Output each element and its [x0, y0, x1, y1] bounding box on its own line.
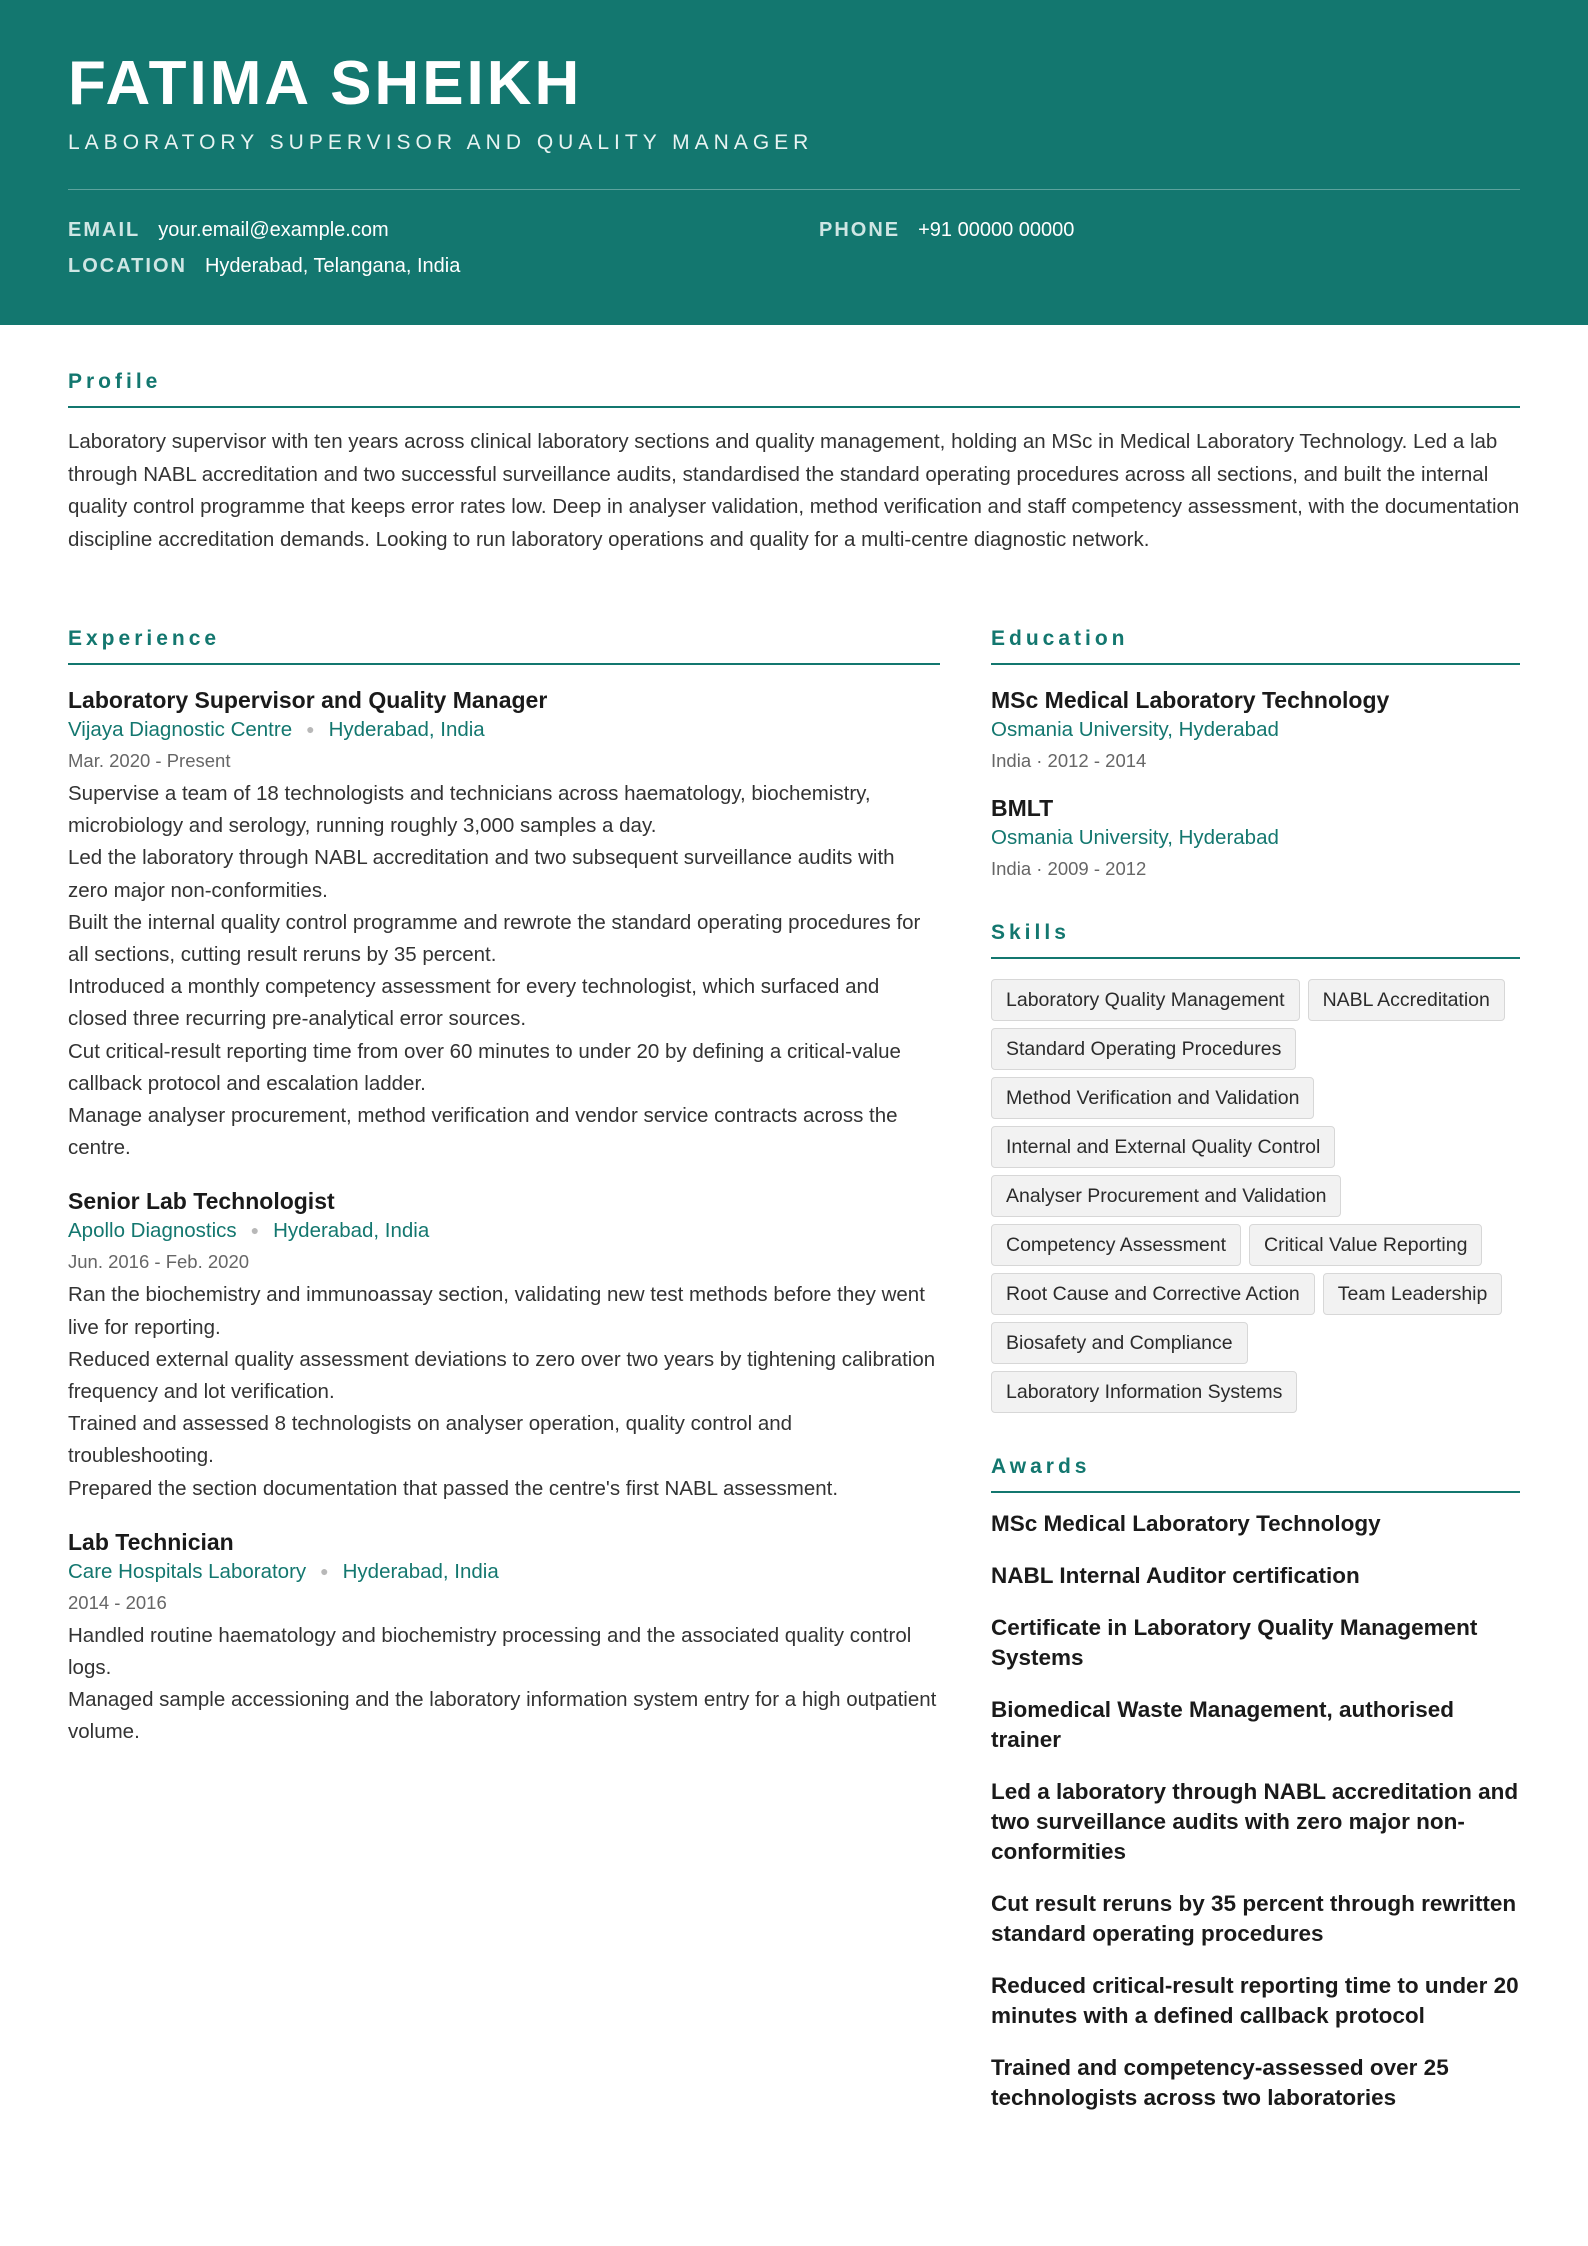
experience-heading: Experience — [68, 627, 940, 665]
candidate-name: FATIMA SHEIKH — [68, 49, 583, 118]
contact-email — [68, 217, 389, 243]
job-bullet: Managed sample accessioning and the laboratory information system entry for a high outpatient volume. — [68, 1688, 937, 1744]
skill-chip: Standard Operating Procedures — [991, 1028, 1296, 1070]
job-bullet: Cut critical-result reporting time from over 60 minutes to under 20 by defining a critical-value callback protocol and escalation ladder. — [68, 1039, 901, 1095]
education-entry — [991, 793, 1520, 885]
job-bullet: Reduced external quality assessment deviations to zero over two years by tightening calibration frequency and lot verification. — [68, 1347, 936, 1404]
award-item: NABL Internal Auditor certification — [991, 1563, 1360, 1588]
phone-value[interactable]: +91 00000 00000 — [918, 219, 1075, 241]
job-org — [68, 1216, 940, 1247]
email-value[interactable]: your.email@example.com — [158, 219, 389, 241]
separator-dot-icon: ● — [306, 721, 315, 737]
edu-school: Osmania University, Hyderabad — [991, 718, 1279, 741]
award-item: Led a laboratory through NABL accreditation and two surveillance audits with zero major non-conformities — [991, 1779, 1519, 1864]
job-location: Hyderabad, India — [273, 1219, 430, 1243]
profile-heading: Profile — [68, 370, 1520, 408]
skill-chip: Team Leadership — [1323, 1273, 1503, 1315]
location-label: LOCATION — [68, 255, 187, 277]
skill-chip: Competency Assessment — [991, 1224, 1241, 1266]
job-role: Senior Lab Technologist — [68, 1188, 335, 1215]
job-role: Laboratory Supervisor and Quality Manager — [68, 687, 548, 713]
job-company: Apollo Diagnostics — [68, 1219, 237, 1243]
sidebar-column — [991, 627, 1520, 2135]
separator-dot-icon: ● — [320, 1562, 329, 1579]
edu-degree: MSc Medical Laboratory Technology — [991, 687, 1390, 713]
header-divider — [68, 189, 1520, 190]
contact-phone — [819, 217, 1074, 243]
award-item: Biomedical Waste Management, authorised trainer — [991, 1697, 1455, 1752]
job-bullet: Led the laboratory through NABL accreditation and two subsequent surveillance audits with zero major non-conformities. — [68, 846, 895, 902]
job-company: Vijaya Diagnostic Centre — [68, 718, 293, 741]
contact-location — [68, 253, 460, 279]
award-item: Reduced critical-result reporting time to under 20 minutes with a defined callback protocol — [991, 1973, 1519, 2028]
job-org — [68, 1557, 940, 1588]
skill-chip: Laboratory Quality Management — [991, 979, 1300, 1021]
job-entry — [68, 1527, 940, 1749]
job-dates: Mar. 2020 - Present — [68, 750, 231, 771]
job-bullets — [68, 1279, 940, 1504]
award-item: Certificate in Laboratory Quality Management Systems — [991, 1615, 1478, 1670]
edu-degree: BMLT — [991, 795, 1054, 821]
education-heading: Education — [991, 627, 1520, 665]
awards-list — [991, 1509, 1520, 2113]
profile-summary: Laboratory supervisor with ten years across clinical laboratory sections and quality management, holding an MSc in Medical Laboratory Technology. Led a lab through NABL accreditation and two successful surveillance audits, standardised the standard operating procedures across all sections, and built the internal quality control programme that keeps error rates low. Deep in analyser validation, method verification and staff competency assessment, with the documentation discipline accreditation demands. Looking to run laboratory operations and quality for a multi-centre diagnostic network. — [68, 430, 1520, 551]
job-company: Care Hospitals Laboratory — [68, 1559, 307, 1583]
profile-section — [68, 370, 1520, 556]
email-label: EMAIL — [68, 219, 141, 241]
job-bullet: Supervise a team of 18 technologists and technicians across haematology, biochemistry, microbiology and serology, running roughly 3,000 samples a day. — [68, 782, 871, 838]
job-bullet: Manage analyser procurement, method verification and vendor service contracts across the centre. — [68, 1104, 898, 1160]
awards-heading: Awards — [991, 1455, 1520, 1493]
edu-meta: India · 2009 - 2012 — [991, 858, 1147, 879]
job-bullet: Trained and assessed 8 technologists on analyser operation, quality control and troubleshooting. — [68, 1412, 793, 1468]
job-dates: Jun. 2016 - Feb. 2020 — [68, 1251, 250, 1273]
candidate-title: LABORATORY SUPERVISOR AND QUALITY MANAGER — [68, 131, 814, 154]
job-bullet: Ran the biochemistry and immunoassay section, validating new test methods before they went live for reporting. — [68, 1283, 925, 1339]
job-entry — [68, 685, 940, 1164]
job-bullets — [68, 778, 940, 1164]
awards-section — [991, 1455, 1520, 2113]
job-bullet: Introduced a monthly competency assessment for every technologist, which surfaced and closed three recurring pre-analytical error sources. — [68, 975, 880, 1031]
job-location: Hyderabad, India — [328, 718, 485, 741]
education-section — [991, 627, 1520, 885]
job-location: Hyderabad, India — [342, 1559, 499, 1583]
skill-chip: Method Verification and Validation — [991, 1077, 1314, 1119]
skill-chip: Biosafety and Compliance — [991, 1322, 1248, 1364]
location-value: Hyderabad, Telangana, India — [204, 255, 461, 277]
edu-meta: India · 2012 - 2014 — [991, 750, 1147, 771]
job-role: Lab Technician — [68, 1528, 234, 1555]
separator-dot-icon: ● — [250, 1222, 260, 1239]
job-bullet: Prepared the section documentation that passed the centre's first NABL assessment. — [68, 1476, 839, 1500]
job-dates: 2014 - 2016 — [68, 1591, 167, 1613]
skill-chip: Analyser Procurement and Validation — [991, 1175, 1341, 1217]
job-bullets — [68, 1620, 940, 1749]
phone-label: PHONE — [819, 219, 901, 241]
skill-chip: Internal and External Quality Control — [991, 1126, 1335, 1168]
skills-heading: Skills — [991, 921, 1520, 959]
skills-list — [991, 979, 1520, 1413]
job-entry — [68, 1186, 940, 1504]
education-entry — [991, 685, 1520, 777]
edu-school: Osmania University, Hyderabad — [991, 826, 1279, 849]
job-org — [68, 715, 940, 746]
job-bullet: Built the internal quality control programme and rewrote the standard operating procedures for all sections, cutting result reruns by 35 percent. — [68, 910, 921, 967]
skill-chip: Critical Value Reporting — [1249, 1224, 1482, 1266]
skill-chip: Root Cause and Corrective Action — [991, 1273, 1315, 1315]
award-item: Cut result reruns by 35 percent through rewritten standard operating procedures — [991, 1891, 1517, 1946]
skills-section — [991, 921, 1520, 1413]
skill-chip: NABL Accreditation — [1308, 979, 1505, 1021]
experience-section — [68, 627, 940, 1749]
award-item: Trained and competency-assessed over 25 technologists across two laboratories — [991, 2055, 1449, 2110]
skill-chip: Laboratory Information Systems — [991, 1371, 1297, 1413]
resume-header — [0, 0, 1588, 325]
job-bullet: Handled routine haematology and biochemistry processing and the associated quality control logs. — [68, 1623, 912, 1680]
award-item: MSc Medical Laboratory Technology — [991, 1511, 1381, 1536]
